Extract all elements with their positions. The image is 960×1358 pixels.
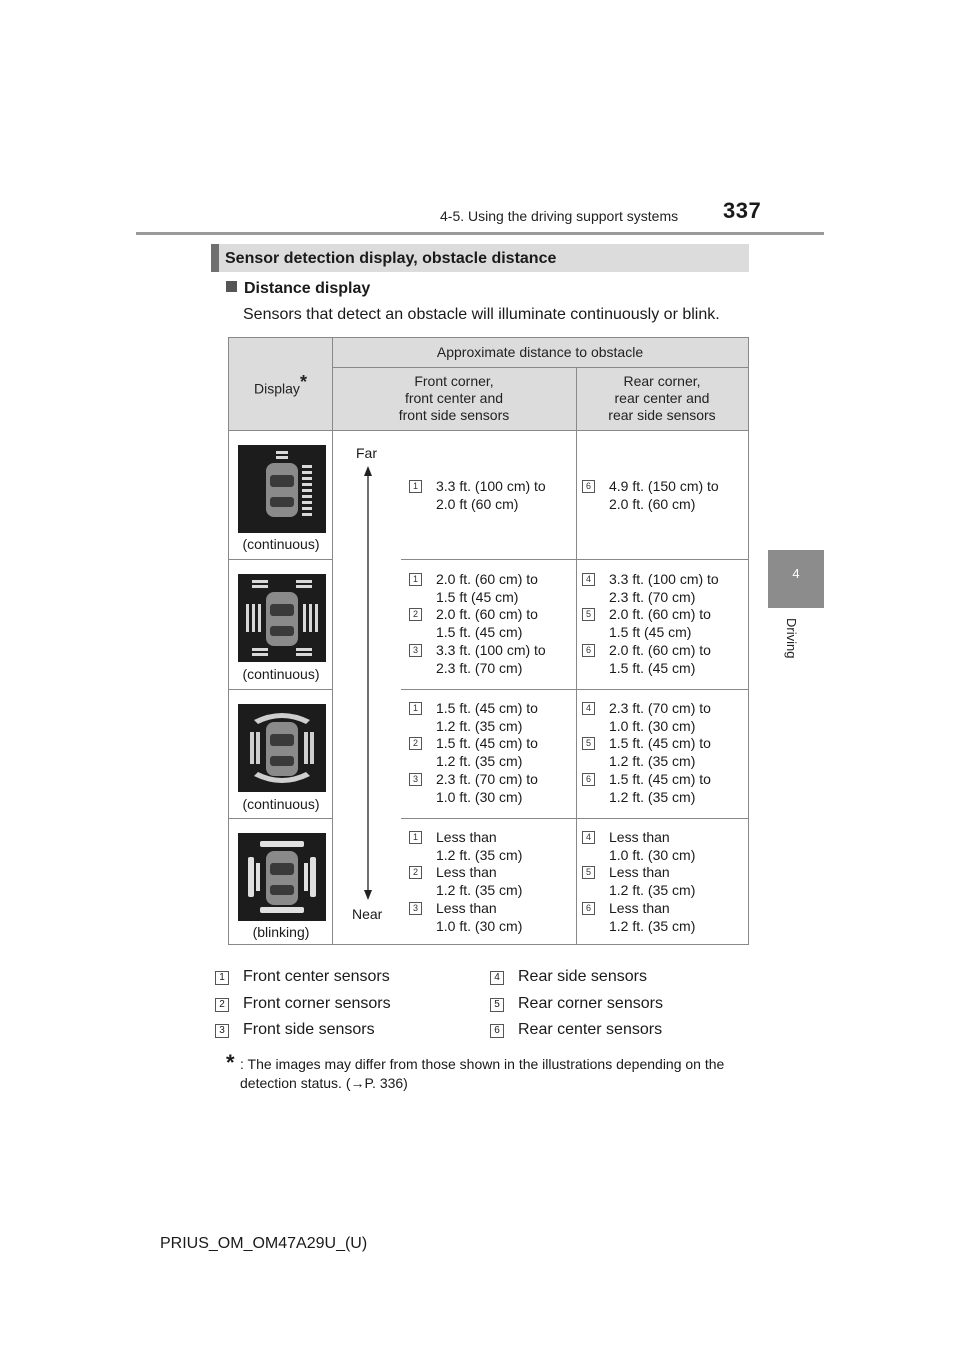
table-col-divider [332, 338, 333, 944]
header-rule [136, 232, 824, 235]
near-label: Near [352, 906, 383, 922]
list-item: 1 3.3 ft. (100 cm) to 2.0 ft (60 cm) [409, 478, 546, 513]
list-item: 1 Less than 1.2 ft. (35 cm) [409, 829, 522, 864]
rear-entries-row-4 [582, 829, 695, 935]
list-item: 2 2.0 ft. (60 cm) to 1.5 ft. (45 cm) [409, 606, 546, 641]
header-distance: Approximate distance to obstacle [436, 344, 644, 360]
display-caption: (continuous) [242, 536, 320, 552]
subsection-title [226, 280, 370, 298]
header-front: Front corner, front center and front side sensors [398, 373, 510, 423]
car-sensor-display-icon [238, 833, 326, 921]
display-caption: (continuous) [242, 666, 320, 682]
section-heading: Sensor detection display, obstacle distance [225, 250, 557, 267]
header-rear: Rear corner, rear center and rear side sensors [608, 373, 716, 423]
intro-text: Sensors that detect an obstacle will illuminate continuously or blink. [243, 306, 720, 323]
legend-item: 5 Rear corner sensors [490, 995, 663, 1013]
display-caption: (continuous) [242, 796, 320, 812]
table-col-divider [576, 367, 577, 944]
square-bullet-icon [226, 281, 237, 292]
header-display: Display* [254, 372, 307, 397]
list-item: 5 2.0 ft. (60 cm) to 1.5 ft (45 cm) [582, 606, 719, 641]
display-caption: (blinking) [252, 924, 310, 940]
table-row-divider [229, 559, 332, 560]
list-item: 3 Less than 1.0 ft. (30 cm) [409, 900, 522, 935]
list-item: 5 1.5 ft. (45 cm) to 1.2 ft. (35 cm) [582, 735, 711, 770]
rear-entries-row-2 [582, 571, 719, 677]
list-item: 6 4.9 ft. (150 cm) to 2.0 ft. (60 cm) [582, 478, 719, 513]
table-row-divider [401, 559, 748, 560]
rear-entries-row-1 [582, 478, 719, 513]
chapter-tab-label: Driving [784, 618, 799, 659]
chapter-tab-number: 4 [792, 566, 800, 581]
table-row-divider [229, 689, 332, 690]
list-item: 3 2.3 ft. (70 cm) to 1.0 ft. (30 cm) [409, 771, 538, 806]
legend-item: 2 Front corner sensors [215, 995, 391, 1013]
list-item: 1 2.0 ft. (60 cm) to 1.5 ft (45 cm) [409, 571, 546, 606]
table-row-divider [401, 818, 748, 819]
front-entries-row-2 [409, 571, 546, 677]
distance-table [228, 337, 749, 945]
car-sensor-display-icon [238, 704, 326, 792]
footnote-text: : The images may differ from those shown in the illustrations depending on the detection status. (→P. 336) [240, 1056, 725, 1091]
list-item: 5 Less than 1.2 ft. (35 cm) [582, 864, 695, 899]
far-label: Far [356, 445, 377, 461]
list-item: 6 2.0 ft. (60 cm) to 1.5 ft. (45 cm) [582, 642, 719, 677]
legend-item: 4 Rear side sensors [490, 968, 647, 986]
list-item: 4 2.3 ft. (70 cm) to 1.0 ft. (30 cm) [582, 700, 711, 735]
table-row-divider [401, 689, 748, 690]
table-header-divider [229, 430, 748, 431]
double-arrow-icon [360, 464, 376, 902]
running-header: 4-5. Using the driving support systems [440, 208, 679, 224]
list-item: 3 3.3 ft. (100 cm) to 2.3 ft. (70 cm) [409, 642, 546, 677]
page-number: 337 [723, 198, 762, 223]
subsection-title-text: Distance display [244, 280, 371, 297]
front-entries-row-1 [409, 478, 546, 513]
legend-item: 3 Front side sensors [215, 1021, 375, 1039]
car-sensor-display-icon [238, 445, 326, 533]
car-sensor-display-icon [238, 574, 326, 662]
list-item: 4 Less than 1.0 ft. (30 cm) [582, 829, 695, 864]
footnote-mark: * [226, 1050, 235, 1075]
manual-code: PRIUS_OM_OM47A29U_(U) [160, 1235, 368, 1252]
front-entries-row-4 [409, 829, 522, 935]
legend-item: 6 Rear center sensors [490, 1021, 662, 1039]
list-item: 2 Less than 1.2 ft. (35 cm) [409, 864, 522, 899]
list-item: 4 3.3 ft. (100 cm) to 2.3 ft. (70 cm) [582, 571, 719, 606]
list-item: 1 1.5 ft. (45 cm) to 1.2 ft. (35 cm) [409, 700, 538, 735]
legend-item: 1 Front center sensors [215, 968, 390, 986]
rear-entries-row-3 [582, 700, 711, 806]
front-entries-row-3 [409, 700, 538, 806]
list-item: 2 1.5 ft. (45 cm) to 1.2 ft. (35 cm) [409, 735, 538, 770]
list-item: 6 1.5 ft. (45 cm) to 1.2 ft. (35 cm) [582, 771, 711, 806]
table-header-divider [332, 367, 748, 368]
list-item: 6 Less than 1.2 ft. (35 cm) [582, 900, 695, 935]
table-row-divider [229, 818, 332, 819]
